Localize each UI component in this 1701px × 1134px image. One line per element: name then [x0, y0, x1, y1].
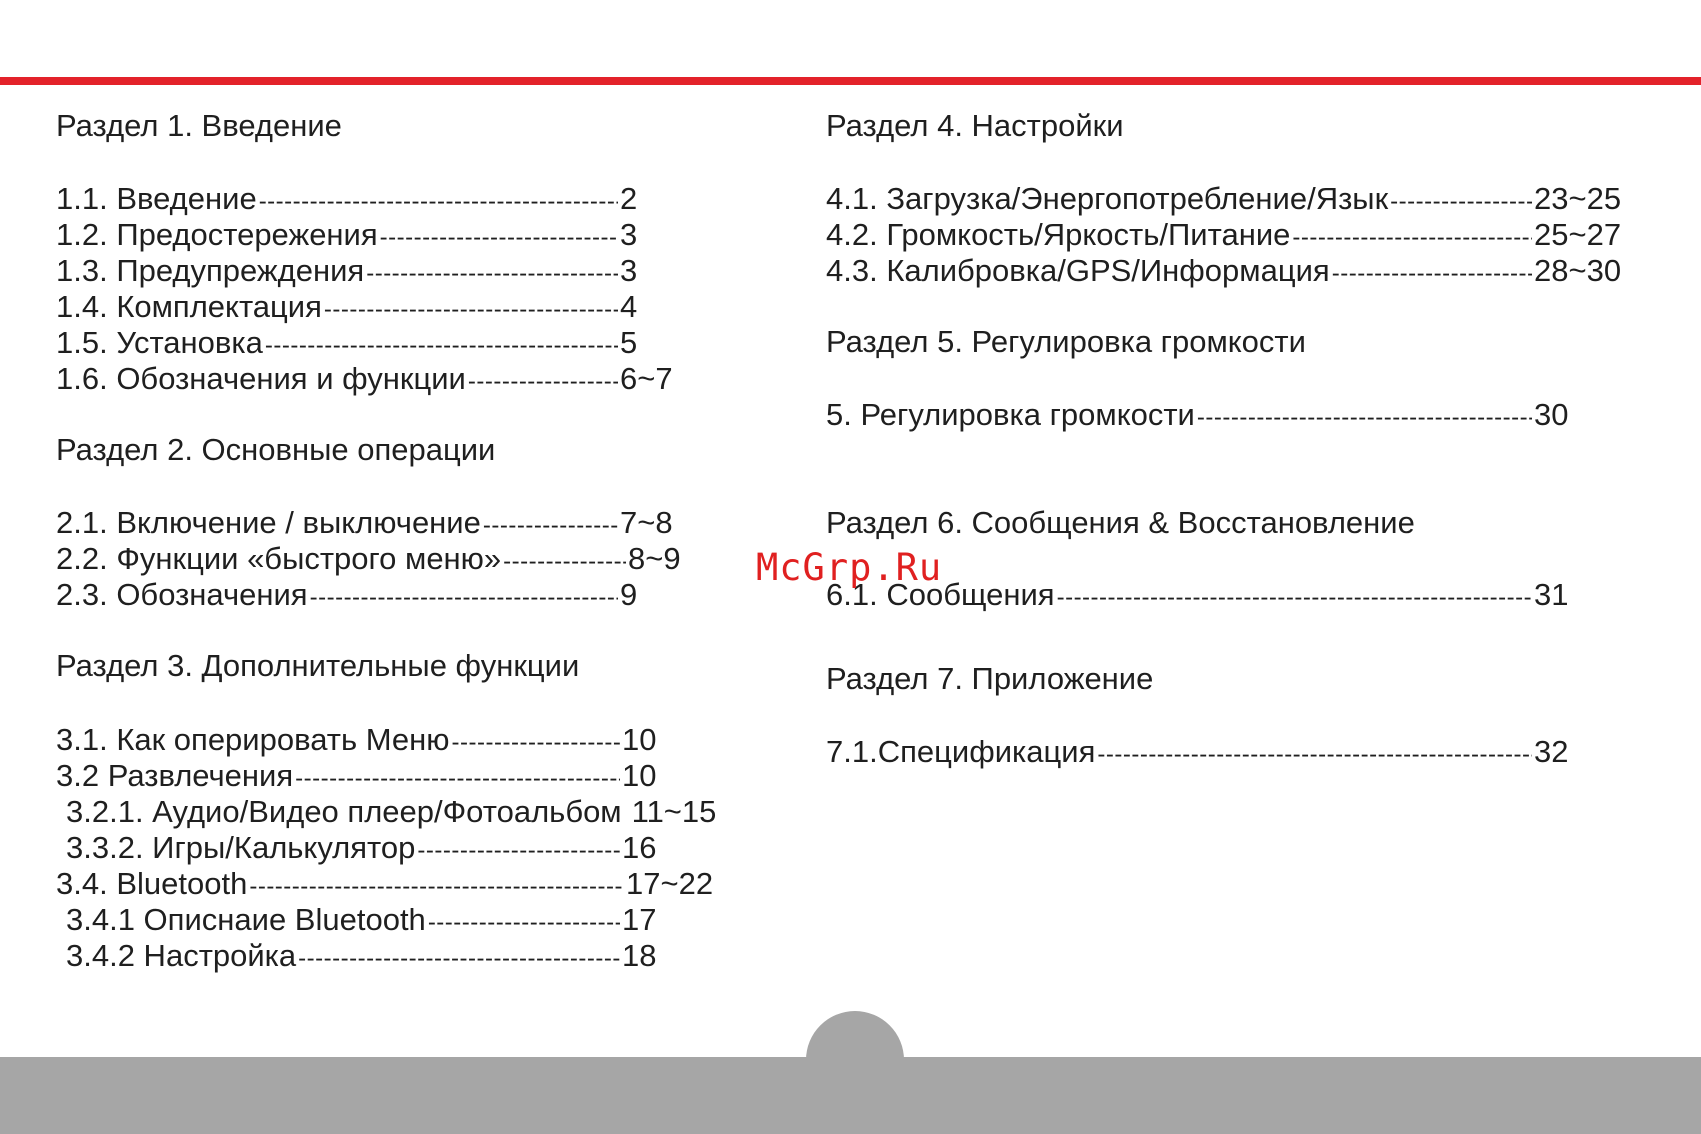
entry-label: 1.6. Обозначения и функции: [56, 361, 466, 396]
entry-label: 1.4. Комплектация: [56, 289, 322, 324]
entry-page: 7~8: [620, 505, 673, 540]
entry-page: 9: [620, 577, 638, 612]
entry-label: 2.1. Включение / выключение: [56, 505, 481, 540]
watermark-text: McGrp.Ru: [756, 546, 943, 589]
section-heading: Раздел 6. Сообщения & Восстановление: [826, 505, 1415, 540]
entry-page: 3: [620, 217, 638, 252]
entry-page: 16: [622, 830, 657, 865]
entry-page: 32: [1534, 734, 1569, 769]
entry-page: 30: [1534, 397, 1569, 432]
entry-page: 17: [622, 902, 657, 937]
entry-page: 17~22: [626, 866, 714, 901]
toc-entry[interactable]: [56, 253, 666, 292]
toc-entry[interactable]: [56, 758, 706, 797]
entry-page: 2: [620, 181, 638, 216]
dot-leader: [295, 761, 620, 797]
dot-leader: [1292, 220, 1532, 256]
toc-entry[interactable]: [56, 289, 666, 328]
dot-leader: [249, 869, 624, 905]
entry-label: 1.3. Предупреждения: [56, 253, 365, 288]
entry-label: 5. Регулировка громкости: [826, 397, 1195, 432]
dot-leader: [1332, 256, 1532, 292]
toc-entry[interactable]: [826, 253, 1626, 292]
entry-label: 3.1. Как оперировать Меню: [56, 722, 450, 757]
section-heading: Раздел 5. Регулировка громкости: [826, 324, 1306, 359]
toc-entry[interactable]: [826, 734, 1586, 773]
entry-label: 2.2. Функции «быстрого меню»: [56, 541, 502, 576]
entry-page: 18: [622, 938, 657, 973]
dot-leader: [1197, 400, 1532, 436]
entry-label: 4.2. Громкость/Яркость/Питание: [826, 217, 1291, 252]
dot-leader: [366, 256, 618, 292]
dot-leader: [452, 725, 620, 761]
toc-entry[interactable]: [56, 722, 706, 761]
toc-entry[interactable]: [56, 505, 702, 544]
entry-label: 7.1.Спецификация: [826, 734, 1096, 769]
dot-leader: [1390, 184, 1532, 220]
entry-label: 1.5. Установка: [56, 325, 263, 360]
entry-page: 25~27: [1534, 217, 1622, 252]
dot-leader: [265, 328, 618, 364]
dot-leader: [417, 833, 620, 869]
entry-label: 3.2 Развлечения: [56, 758, 294, 793]
entry-label: 3.3.2. Игры/Калькулятор: [66, 830, 416, 865]
dot-leader: [324, 292, 618, 328]
entry-page: 10: [622, 758, 657, 793]
entry-page: 23~25: [1534, 181, 1622, 216]
entry-page: 3: [620, 253, 638, 288]
toc-entry[interactable]: [56, 361, 696, 400]
entry-label: 3.2.1. Аудио/Видео плеер/Фотоальбом: [66, 794, 622, 829]
entry-label: 2.3. Обозначения: [56, 577, 308, 612]
entry-label: 3.4.1 Описнаие Bluetooth: [66, 902, 426, 937]
header-red-rule: [0, 77, 1701, 85]
section-heading: Раздел 3. Дополнительные функции: [56, 648, 580, 683]
toc-subentry[interactable]: [56, 794, 736, 830]
entry-label: 3.4. Bluetooth: [56, 866, 248, 901]
section-heading: Раздел 1. Введение: [56, 108, 342, 143]
footer-band: [0, 1057, 1701, 1134]
dot-leader: [1057, 580, 1532, 616]
toc-entry[interactable]: [826, 181, 1626, 220]
toc-entry[interactable]: [826, 217, 1626, 256]
dot-leader: [428, 905, 620, 941]
dot-leader: [259, 184, 618, 220]
toc-entry[interactable]: [56, 181, 666, 220]
dot-leader: [298, 941, 620, 977]
dot-leader: [380, 220, 618, 256]
toc-entry[interactable]: [56, 577, 666, 616]
section-heading: Раздел 7. Приложение: [826, 661, 1154, 696]
dot-leader: [468, 364, 618, 400]
entry-page: 11~15: [631, 794, 717, 829]
dot-leader: [1097, 737, 1532, 773]
section-heading: Раздел 4. Настройки: [826, 108, 1124, 143]
entry-label: 6.1. Сообщения: [826, 577, 1055, 612]
entry-page: 5: [620, 325, 638, 360]
entry-page: 4: [620, 289, 638, 324]
entry-page: 28~30: [1534, 253, 1622, 288]
entry-page: 8~9: [628, 541, 681, 576]
toc-entry[interactable]: [826, 397, 1586, 436]
entry-page: 6~7: [620, 361, 673, 396]
entry-page: 10: [622, 722, 657, 757]
toc-entry[interactable]: [56, 217, 666, 256]
toc-subentry[interactable]: [56, 938, 706, 977]
entry-label: 1.1. Введение: [56, 181, 257, 216]
entry-label: 4.1. Загрузка/Энергопотребление/Язык: [826, 181, 1389, 216]
section-heading: Раздел 2. Основные операции: [56, 432, 496, 467]
toc-entry[interactable]: [56, 541, 702, 580]
dot-leader: [483, 508, 618, 544]
dot-leader: [503, 544, 626, 580]
dot-leader: [310, 580, 618, 616]
toc-entry[interactable]: [56, 325, 666, 364]
toc-subentry[interactable]: [56, 830, 706, 869]
toc-entry[interactable]: [56, 866, 736, 905]
toc-subentry[interactable]: [56, 902, 706, 941]
entry-label: 4.3. Калибровка/GPS/Информация: [826, 253, 1330, 288]
entry-page: 31: [1534, 577, 1569, 612]
entry-label: 1.2. Предостережения: [56, 217, 378, 252]
entry-label: 3.4.2 Настройка: [66, 938, 297, 973]
